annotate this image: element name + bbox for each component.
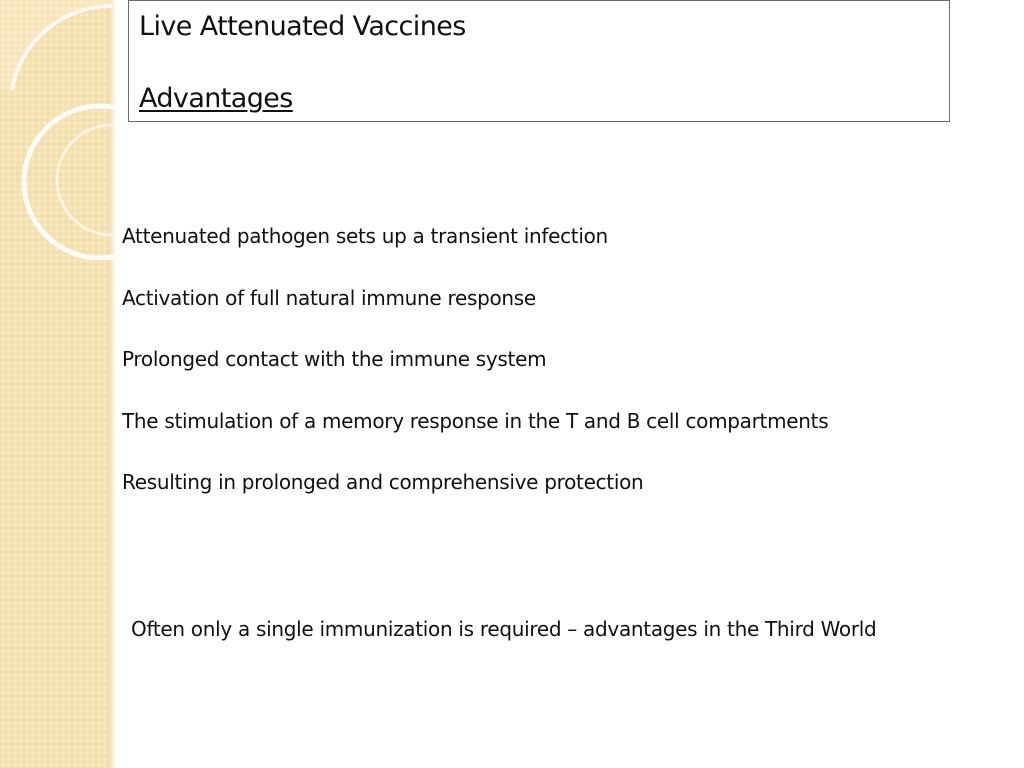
advantage-item: Prolonged contact with the immune system — [122, 347, 547, 371]
slide-subtitle: Advantages — [139, 83, 293, 114]
advantage-item: Resulting in prolonged and comprehensive protection — [122, 470, 644, 494]
advantage-item: Attenuated pathogen sets up a transient infection — [122, 224, 608, 248]
slide-title: Live Attenuated Vaccines — [139, 11, 466, 42]
title-box — [128, 0, 950, 122]
footnote-text: Often only a single immunization is required – advantages in the Third World — [131, 617, 877, 641]
decorative-small-ring — [57, 125, 167, 235]
advantages-list — [122, 224, 828, 532]
advantage-item: The stimulation of a memory response in the T and B cell compartments — [122, 408, 829, 433]
advantage-item: Activation of full natural immune response — [122, 285, 536, 310]
